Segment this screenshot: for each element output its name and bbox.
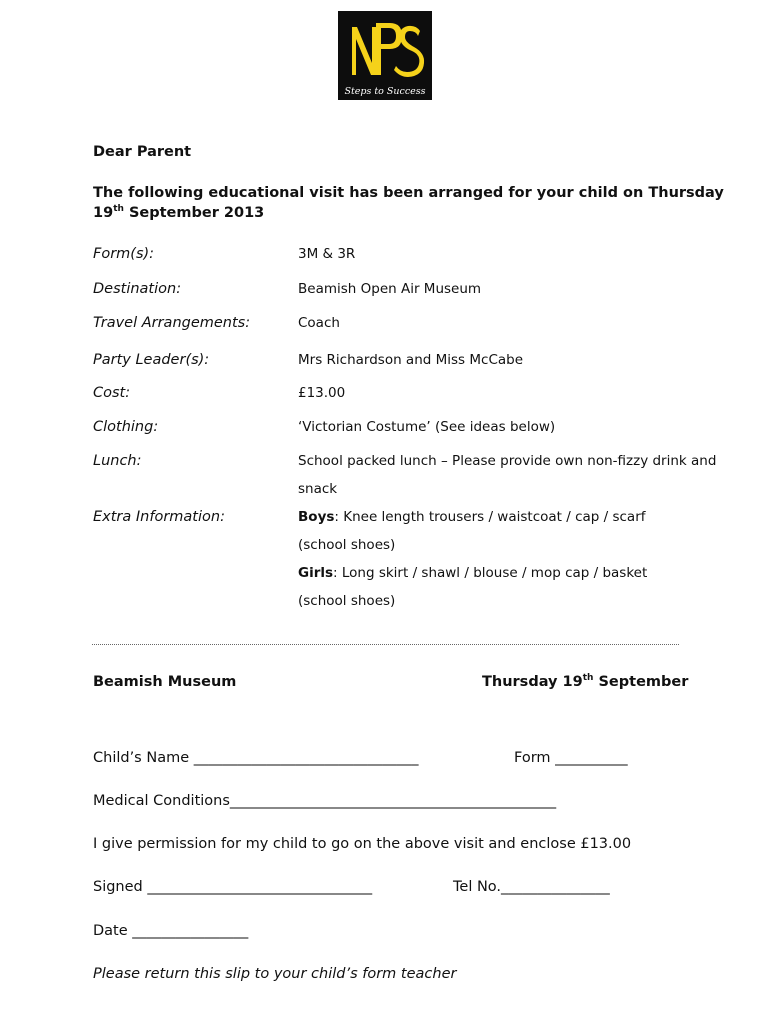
form-field[interactable]: Form __________: [514, 750, 628, 766]
boys-shoes: (school shoes): [298, 537, 396, 553]
destination-value: Beamish Open Air Museum: [298, 281, 482, 297]
cost-label: Cost:: [93, 385, 131, 401]
date-field[interactable]: Date ________________: [93, 923, 249, 939]
salutation: Dear Parent: [93, 144, 192, 160]
slip-date: Thursday 19th September: [482, 673, 689, 690]
forms-value: 3M & 3R: [298, 246, 356, 262]
leaders-label: Party Leader(s):: [93, 352, 210, 368]
slip-venue: Beamish Museum: [93, 674, 237, 690]
clothing-value: ‘Victorian Costume’ (See ideas below): [298, 419, 556, 435]
lunch-value-line-2: snack: [298, 481, 338, 497]
intro-line-2: 19th September 2013: [93, 204, 265, 221]
return-note: Please return this slip to your child’s form teacher: [93, 966, 457, 982]
medical-conditions-field[interactable]: Medical Conditions_____________________________________________: [93, 793, 557, 809]
logo-tagline: Steps to Success: [344, 86, 426, 97]
travel-label: Travel Arrangements:: [93, 315, 251, 331]
destination-label: Destination:: [93, 281, 182, 297]
lunch-label: Lunch:: [93, 453, 142, 469]
child-name-field[interactable]: Child’s Name _______________________________: [93, 750, 419, 766]
clothing-label: Clothing:: [93, 419, 159, 435]
girls-clothing: Girls: Long skirt / shawl / blouse / mop cap / basket: [298, 565, 648, 581]
forms-label: Form(s):: [93, 246, 155, 262]
travel-value: Coach: [298, 315, 340, 331]
boys-clothing: Boys: Knee length trousers / waistcoat / cap / scarf: [298, 509, 646, 525]
tear-off-divider: [92, 644, 679, 645]
signed-field[interactable]: Signed _______________________________: [93, 879, 373, 895]
girls-shoes: (school shoes): [298, 593, 396, 609]
nps-monogram-icon: [338, 11, 432, 100]
intro-line-1: The following educational visit has been arranged for your child on Thursday: [93, 185, 724, 201]
lunch-value-line-1: School packed lunch – Please provide own non-fizzy drink and: [298, 453, 717, 469]
tel-no-field[interactable]: Tel No._______________: [453, 879, 610, 895]
school-logo: [338, 11, 432, 100]
cost-value: £13.00: [298, 385, 346, 401]
permission-statement: I give permission for my child to go on the above visit and enclose £13.00: [93, 836, 632, 852]
leaders-value: Mrs Richardson and Miss McCabe: [298, 352, 524, 368]
extra-info-label: Extra Information:: [93, 509, 225, 525]
